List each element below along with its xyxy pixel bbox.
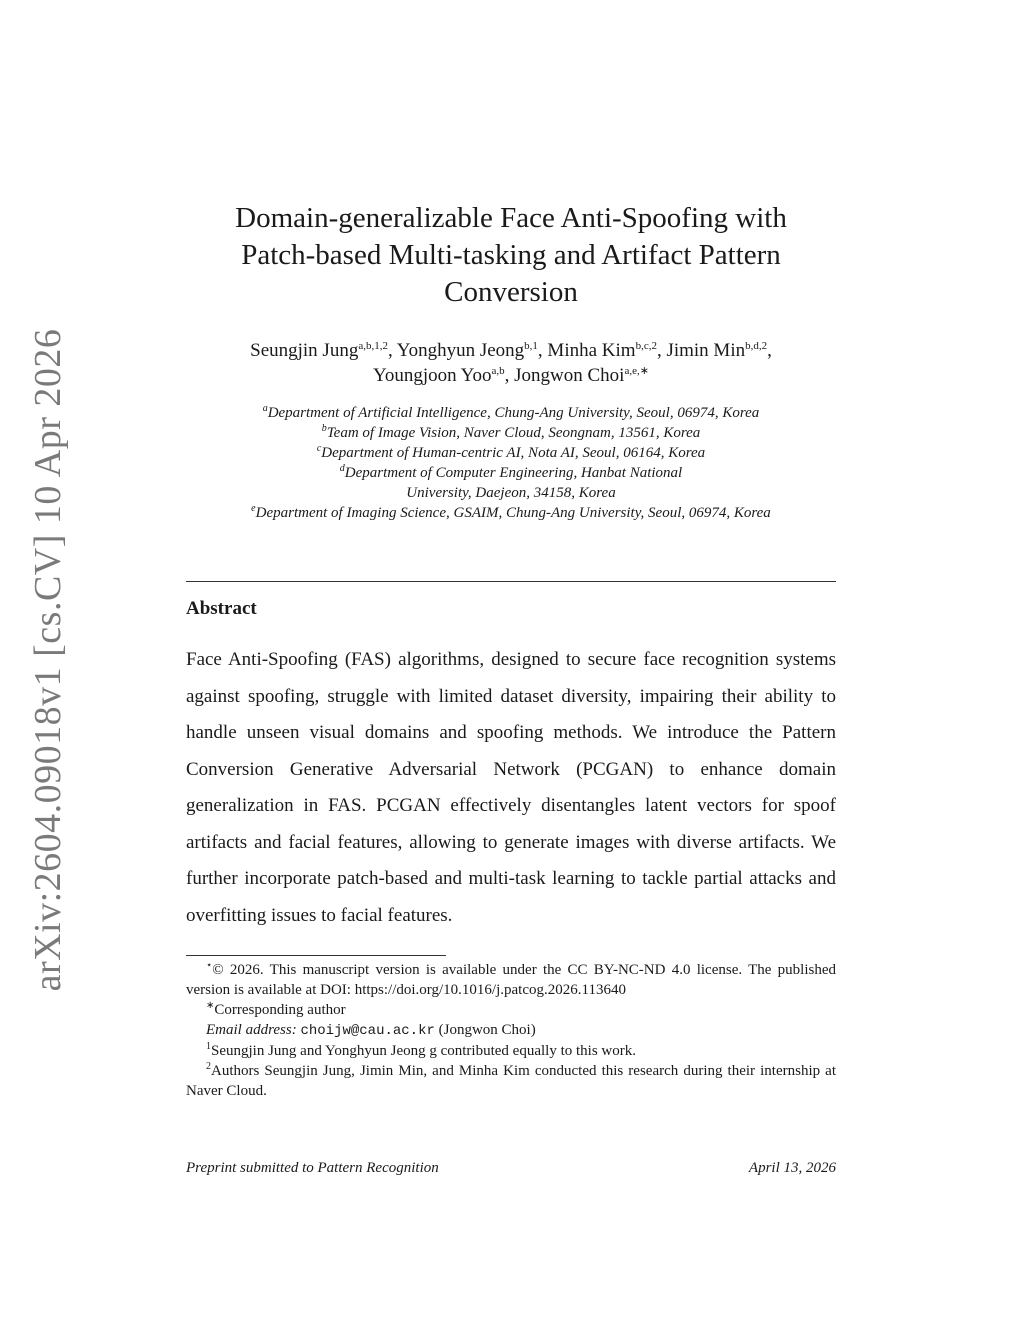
author-affiliation-marks: b,d,2 (745, 340, 768, 352)
abstract-heading: Abstract (186, 598, 257, 619)
author-separator: , (767, 340, 772, 361)
footnote-mark: 2 (206, 1061, 211, 1072)
author-affiliation-marks: b,c,2 (635, 340, 657, 352)
footnote-text: © 2026. This manuscript version is available under the CC BY-NC-ND 4.0 license. The published version is available at DOI: https://doi.org/10.1016/j.patcog.2026.113640 (186, 962, 836, 998)
abstract-top-rule (186, 581, 836, 582)
affiliation-mark: e (251, 503, 256, 514)
abstract-body: Face Anti-Spoofing (FAS) algorithms, designed to secure face recognition systems against spoofing, struggle with limited dataset diversity, impairing their ability to handle unseen visual domains and spoofing methods. We introduce the Pattern Conversion Generative Adversarial Network (PCGAN) to enhance domain generalization in FAS. PCGAN effectively disentangles latent vectors for spoof artifacts and facial features, allowing to generate images with diverse artifacts. We further incorporate patch-based and multi-task learning to tackle partial attacks and overfitting issues to facial features. (186, 649, 836, 926)
footnote-mark: 1 (206, 1041, 211, 1052)
author-list (186, 338, 836, 388)
title-line: Patch-based Multi-tasking and Artifact Pattern (241, 239, 781, 271)
submission-date: April 13, 2026 (748, 1160, 836, 1176)
affiliation-text: Department of Artificial Intelligence, Chung-Ang University, Seoul, 06974, Korea (267, 405, 760, 421)
author-separator: , (537, 340, 548, 361)
footnote-rule (186, 955, 446, 956)
internship-footnote (186, 1061, 836, 1101)
affiliation (186, 463, 836, 483)
affiliation-text: Department of Human-centric AI, Nota AI, Seoul, 06164, Korea (321, 445, 706, 461)
footnote-text: Corresponding author (214, 1002, 346, 1018)
affiliation (186, 443, 836, 463)
author-affiliation-marks: a,b,1,2 (358, 340, 388, 352)
affiliation-list (186, 403, 836, 523)
submission-note: Preprint submitted to Pattern Recognition (186, 1160, 439, 1176)
author-affiliation-marks: a,b (491, 365, 505, 377)
affiliation-mark: c (316, 443, 322, 454)
footnotes (186, 960, 836, 1101)
author-name: Jimin Min (666, 340, 746, 361)
email-footnote (186, 1020, 836, 1041)
affiliation (186, 423, 836, 443)
affiliation-text: University, Daejeon, 34158, Korea (406, 485, 616, 501)
footnote-mark: ∗ (206, 1000, 215, 1011)
title-line: Domain-generalizable Face Anti-Spoofing with (235, 202, 787, 234)
corresponding-footnote (186, 1000, 836, 1020)
affiliation-text: Department of Imaging Science, GSAIM, Chung-Ang University, Seoul, 06974, Korea (255, 505, 771, 521)
author-name: Youngjoon Yoo (373, 365, 492, 386)
contribution-footnote (186, 1041, 836, 1061)
author-affiliation-marks: a,e,∗ (624, 365, 649, 377)
paper-title (186, 200, 836, 311)
affiliation-text: Department of Computer Engineering, Hanbat National (344, 465, 683, 481)
author-name: Seungjin Jung (250, 340, 359, 361)
author-name: Jongwon Choi (514, 365, 625, 386)
affiliation (186, 403, 836, 423)
author-separator: , (504, 365, 515, 386)
author-separator: , (656, 340, 667, 361)
email-owner: (Jongwon Choi) (438, 1022, 536, 1038)
email-label: Email address: (206, 1022, 297, 1038)
author-name: Yonghyun Jeong (396, 340, 525, 361)
footnote-text: Seungjin Jung and Yonghyun Jeong g contributed equally to this work. (211, 1043, 636, 1059)
author-name: Minha Kim (547, 340, 636, 361)
affiliation-mark: d (339, 463, 345, 474)
footnote-text: Authors Seungjin Jung, Jimin Min, and Minha Kim conducted this research during their internship at Naver Cloud. (186, 1063, 836, 1099)
affiliation-mark: a (262, 403, 268, 414)
email-link[interactable]: choijw@cau.ac.kr (300, 1023, 435, 1039)
affiliation-mark: b (321, 423, 327, 434)
arxiv-identifier-stamp: arXiv:2604.09018v1 [cs.CV] 10 Apr 2026 (27, 328, 69, 992)
affiliation (186, 483, 836, 503)
title-line: Conversion (444, 276, 578, 308)
author-line (186, 338, 836, 363)
footnote-mark: ⋆ (206, 960, 213, 971)
author-separator: , (387, 340, 397, 361)
affiliation (186, 503, 836, 523)
license-footnote (186, 960, 836, 1000)
affiliation-text: Team of Image Vision, Naver Cloud, Seongnam, 13561, Korea (326, 425, 701, 441)
author-affiliation-marks: b,1 (524, 340, 538, 352)
author-line (186, 363, 836, 388)
